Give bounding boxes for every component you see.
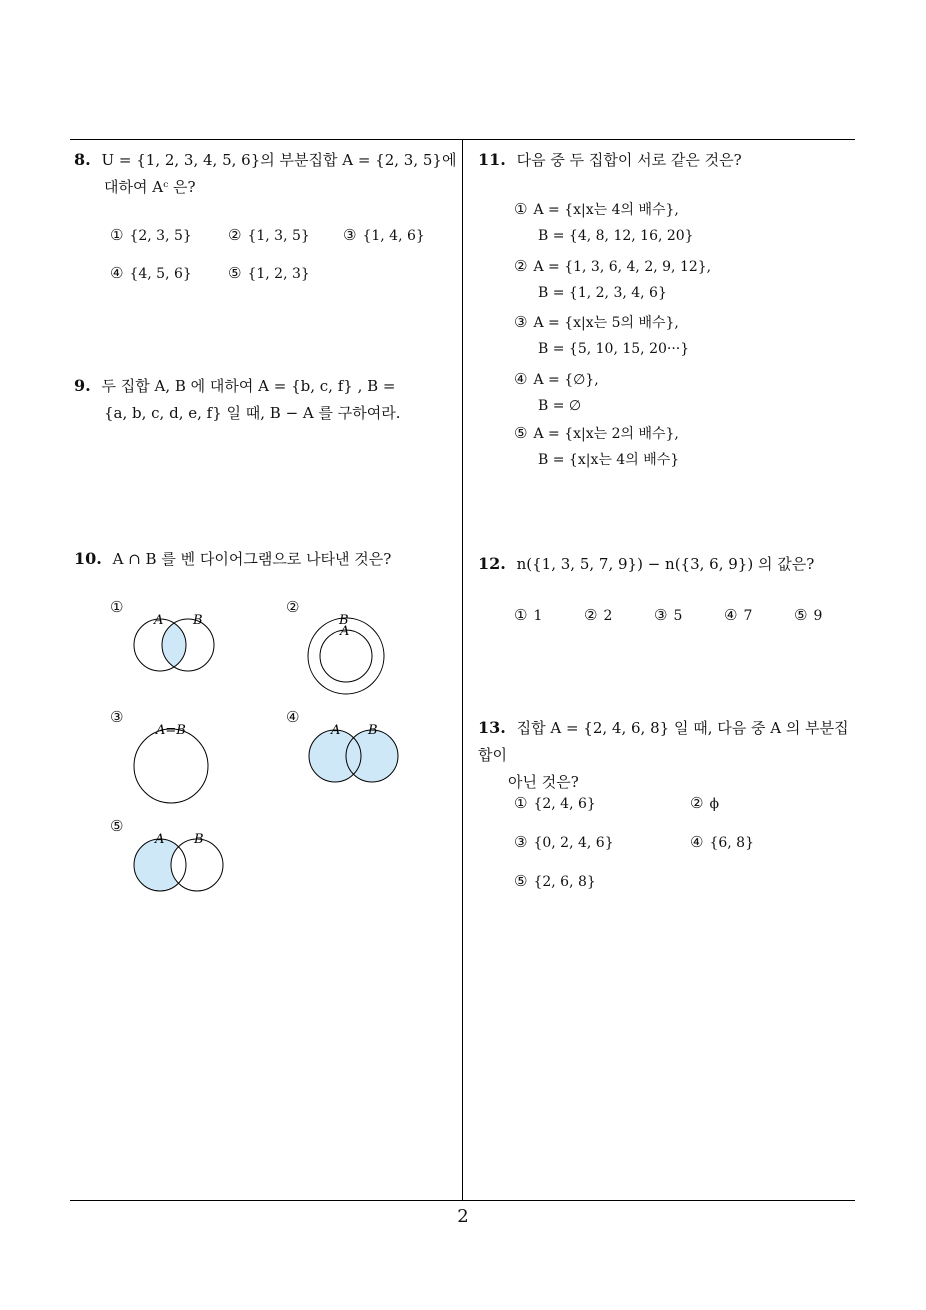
question-text: U = {1, 2, 3, 4, 5, 6}의 부분집합 A = {2, 3, 5}에 — [101, 151, 457, 169]
q10-venn-4[interactable] — [300, 718, 410, 798]
q13-option-2[interactable]: ② ϕ — [690, 794, 719, 812]
q13-option-5[interactable]: ⑤ {2, 6, 8} — [514, 872, 596, 890]
q10-option-2-marker[interactable]: ② — [286, 598, 300, 616]
q12-option-1[interactable]: ① 1 — [514, 606, 543, 624]
question-text: 아닌 것은? — [508, 773, 579, 791]
q12-option-2[interactable]: ② 2 — [584, 606, 613, 624]
venn-circle-ab — [134, 729, 208, 803]
question-text: {a, b, c, d, e, f} 일 때, B − A 를 구하여라. — [104, 404, 401, 422]
q13-option-1[interactable]: ① {2, 4, 6} — [514, 794, 596, 812]
q12-option-5[interactable]: ⑤ 9 — [794, 606, 823, 624]
question-text: n({1, 3, 5, 7, 9}) − n({3, 6, 9}) 의 값은? — [516, 555, 815, 573]
venn-label-a: A — [154, 613, 164, 628]
q10-venn-5[interactable] — [125, 825, 235, 905]
bottom-rule — [70, 1200, 855, 1201]
q11-option-4[interactable]: ④ A = {∅}, B = ∅ — [514, 370, 599, 414]
venn-label-b: B — [193, 613, 203, 628]
question-text: 대하여 Aᶜ 은? — [104, 178, 196, 196]
q10-venn-2[interactable] — [300, 610, 395, 700]
q10-option-1-marker[interactable]: ① — [110, 598, 124, 616]
venn-label-b: B — [194, 832, 204, 847]
q8-option-2[interactable]: ② {1, 3, 5} — [228, 226, 310, 244]
q13-option-3[interactable]: ③ {0, 2, 4, 6} — [514, 833, 614, 851]
q11-option-5[interactable]: ⑤ A = {x|x는 2의 배수}, B = {x|x는 4의 배수} — [514, 424, 680, 468]
question-8 — [74, 146, 459, 201]
question-number: 8. — [74, 150, 91, 169]
q10-option-4-marker[interactable]: ④ — [286, 708, 300, 726]
question-text: 다음 중 두 집합이 서로 같은 것은? — [516, 151, 742, 169]
q8-option-4[interactable]: ④ {4, 5, 6} — [110, 264, 192, 282]
question-12 — [478, 550, 853, 578]
q11-option-1[interactable]: ① A = {x|x는 4의 배수}, B = {4, 8, 12, 16, 20} — [514, 200, 694, 244]
question-number: 11. — [478, 150, 506, 169]
q10-option-5-marker[interactable]: ⑤ — [110, 817, 124, 835]
q12-option-3[interactable]: ③ 5 — [654, 606, 683, 624]
q11-option-3[interactable]: ③ A = {x|x는 5의 배수}, B = {5, 10, 15, 20···} — [514, 313, 690, 357]
q8-option-5[interactable]: ⑤ {1, 2, 3} — [228, 264, 310, 282]
venn-label-b: B — [339, 613, 349, 628]
question-9 — [74, 372, 459, 427]
venn-label-ab: A=B — [156, 723, 186, 738]
q11-option-2[interactable]: ② A = {1, 3, 6, 4, 2, 9, 12}, B = {1, 2, 3, 4, 6} — [514, 257, 712, 301]
column-divider — [462, 139, 463, 1201]
question-11 — [478, 146, 853, 174]
q10-option-3-marker[interactable]: ③ — [110, 708, 124, 726]
venn-label-a: A — [340, 624, 350, 639]
question-text: A ∩ B 를 벤 다이어그램으로 나타낸 것은? — [112, 550, 392, 568]
question-number: 10. — [74, 549, 102, 568]
venn-label-a: A — [155, 832, 165, 847]
question-number: 13. — [478, 718, 506, 737]
q12-option-4[interactable]: ④ 7 — [724, 606, 753, 624]
q10-venn-3[interactable] — [125, 718, 220, 808]
question-text: 두 집합 A, B 에 대하여 A = {b, c, f} , B = — [101, 377, 396, 395]
question-text: 집합 A = {2, 4, 6, 8} 일 때, 다음 중 A 의 부분집합이 — [478, 719, 849, 764]
page-number: 2 — [457, 1206, 469, 1227]
q10-venn-1[interactable] — [125, 605, 235, 685]
venn-label-b: B — [368, 723, 378, 738]
question-10 — [74, 545, 459, 573]
question-number: 9. — [74, 376, 91, 395]
q8-option-1[interactable]: ① {2, 3, 5} — [110, 226, 192, 244]
venn-label-a: A — [331, 723, 341, 738]
q8-option-3[interactable]: ③ {1, 4, 6} — [343, 226, 425, 244]
question-number: 12. — [478, 554, 506, 573]
question-13 — [478, 714, 858, 796]
q13-option-4[interactable]: ④ {6, 8} — [690, 833, 754, 851]
